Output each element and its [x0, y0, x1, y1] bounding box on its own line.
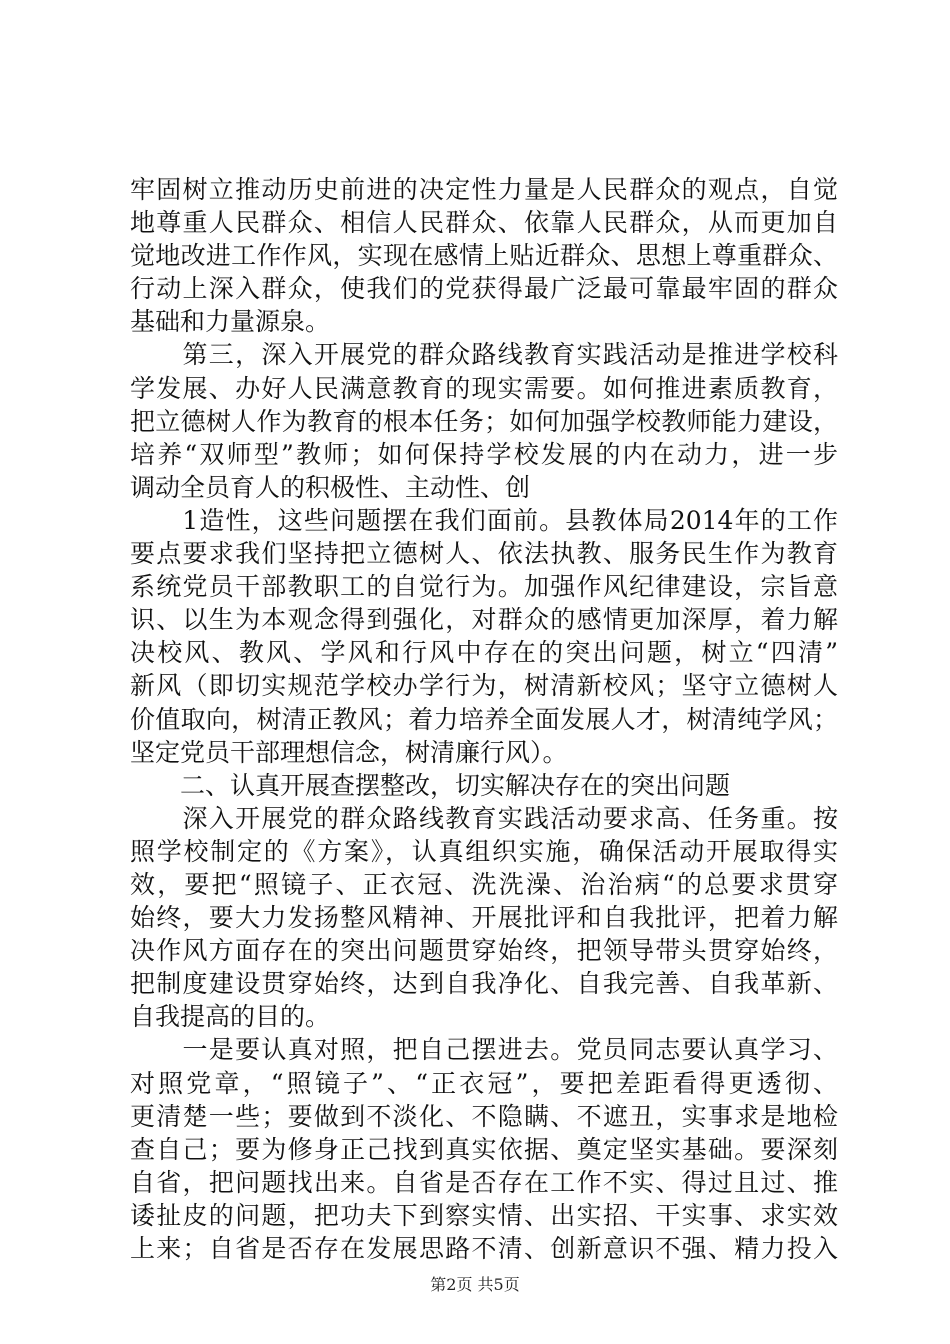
document-body	[130, 173, 838, 1265]
text-line: 效，要把“照镜子、正衣冠、洗洗澡、治治病“的总要求贯穿	[130, 869, 838, 899]
text-line: 觉地改进工作作风，实现在感情上贴近群众、思想上尊重群众、	[130, 241, 838, 271]
text-line: 培养“双师型”教师；如何保持学校发展的内在动力，进一步	[130, 439, 838, 469]
text-line: 自省，把问题找出来。自省是否存在工作不实、得过且过、推	[130, 1167, 838, 1197]
text-line: 查自己；要为修身正己找到真实依据、奠定坚实基础。要深刻	[130, 1134, 838, 1164]
text-line: 新风（即切实规范学校办学行为，树清新校风；坚守立德树人	[130, 671, 838, 701]
text-line: 决作风方面存在的突出问题贯穿始终，把领导带头贯穿始终，	[130, 936, 838, 966]
text-line: 始终，要大力发扬整风精神、开展批评和自我批评，把着力解	[130, 903, 838, 933]
text-line: 要点要求我们坚持把立德树人、依法执教、服务民生作为教育	[130, 539, 838, 569]
text-line: 调动全员育人的积极性、主动性、创	[130, 472, 531, 502]
text-line: 诿扯皮的问题，把功夫下到察实情、出实招、干实事、求实效	[130, 1200, 838, 1230]
text-line: 基础和力量源泉。	[130, 307, 331, 337]
text-line: 系统党员干部教职工的自觉行为。加强作风纪律建设，宗旨意	[130, 572, 838, 602]
text-line: 更清楚一些；要做到不淡化、不隐瞒、不遮丑，实事求是地检	[130, 1101, 838, 1131]
text-line: 上来；自省是否存在发展思路不清、创新意识不强、精力投入	[130, 1234, 838, 1263]
text-line: 地尊重人民群众、相信人民群众、依靠人民群众，从而更加自	[130, 208, 838, 238]
text-line: 对照党章，“照镜子”、“正衣冠”，要把差距看得更透彻、	[130, 1068, 838, 1098]
text-line: 价值取向，树清正教风；着力培养全面发展人才，树清纯学风；	[130, 704, 838, 734]
text-line: 坚定党员干部理想信念，树清廉行风）。	[130, 737, 568, 767]
text-line: 一是要认真对照，把自己摆进去。党员同志要认真学习、	[130, 1035, 838, 1065]
text-line: 把立德树人作为教育的根本任务；如何加强学校教师能力建设，	[130, 406, 838, 436]
text-line: 行动上深入群众，使我们的党获得最广泛最可靠最牢固的群众	[130, 274, 838, 304]
text-line: 识、以生为本观念得到强化，对群众的感情更加深厚，着力解	[130, 605, 838, 635]
text-line: 第三，深入开展党的群众路线教育实践活动是推进学校科	[130, 340, 838, 370]
text-line: 自我提高的目的。	[130, 1002, 331, 1032]
text-line: 学发展、办好人民满意教育的现实需要。如何推进素质教育，	[130, 373, 838, 403]
text-line: 把制度建设贯穿始终，达到自我净化、自我完善、自我革新、	[130, 969, 838, 999]
text-line: 牢固树立推动历史前进的决定性力量是人民群众的观点，自觉	[130, 175, 838, 204]
text-line: 决校风、教风、学风和行风中存在的突出问题，树立“四清”	[130, 638, 838, 668]
text-line: 1造性，这些问题摆在我们面前。县教体局2014年的工作	[130, 505, 838, 535]
text-line: 深入开展党的群众路线教育实践活动要求高、任务重。按	[130, 803, 838, 833]
page-footer: 第2页 共5页	[430, 1275, 520, 1294]
text-line: 二、认真开展查摆整改，切实解决存在的突出问题	[130, 770, 731, 800]
text-line: 照学校制定的《方案》，认真组织实施，确保活动开展取得实	[130, 836, 838, 866]
